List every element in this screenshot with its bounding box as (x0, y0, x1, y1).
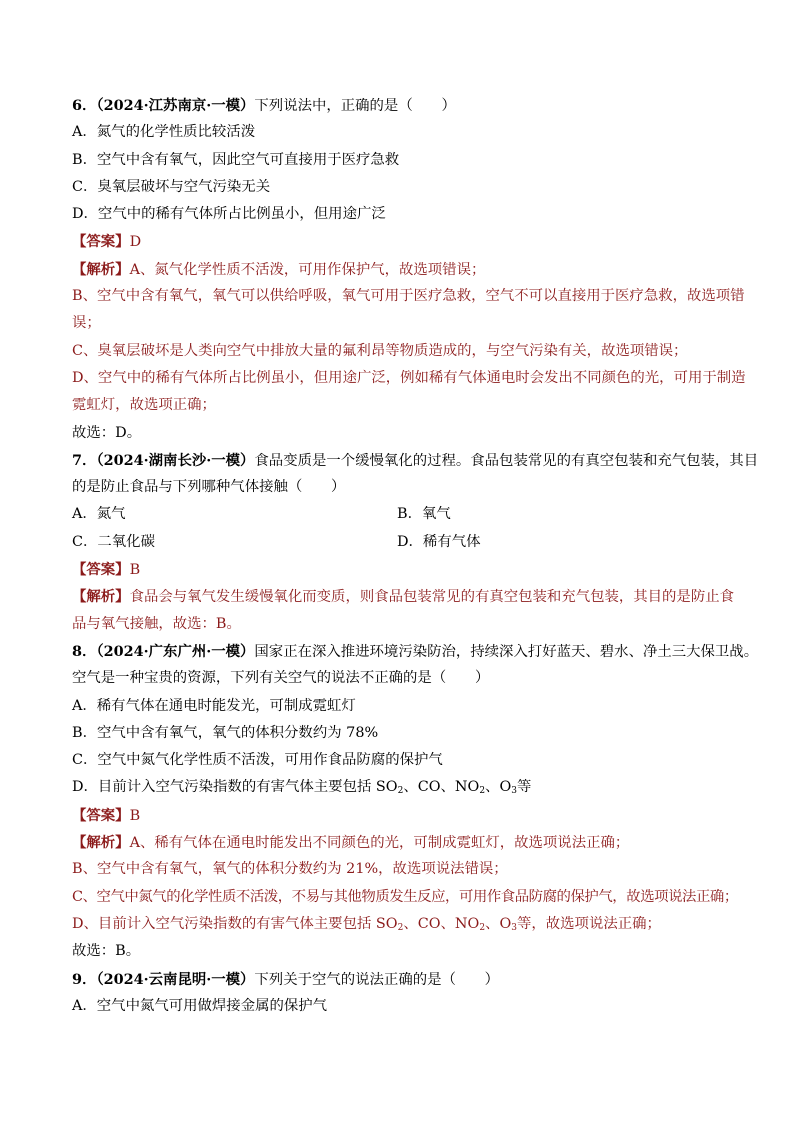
option-b: B．空气中含有氧气，因此空气可直接用于医疗急救 (72, 151, 400, 168)
option-a: A．稀有气体在通电时能发光，可制成霓虹灯 (72, 697, 356, 714)
option-c: C．二氧化碳 (72, 533, 155, 550)
analysis-line: 霓虹灯，故选项正确； (72, 397, 216, 414)
analysis-line: 【解析】A、氮气化学性质不活泼，可用作保护气，故选项错误； (72, 260, 486, 278)
analysis-line: D、目前计入空气污染指数的有害气体主要包括 $SO_2$、CO、$NO_2$、$O_3$等，故选项说法正确； (72, 915, 661, 933)
option-b: B．空气中含有氧气，氧气的体积分数约为 78% (72, 724, 379, 741)
analysis-line: C、臭氧层破坏是人类向空气中排放大量的氟利昂等物质造成的，与空气污染有关，故选项错误； (72, 342, 688, 359)
question-8-stem-cont: 空气是一种宝贵的资源，下列有关空气的说法不正确的是（ ） (72, 670, 490, 687)
question-7-stem: 7．（2024·湖南长沙·一模）食品变质是一个缓慢氧化的过程。食品包装常见的有真空包装和充气包装，其目 (72, 451, 759, 469)
analysis-line: 【解析】食品会与氧气发生缓慢氧化而变质，则食品包装常见的有真空包装和充气包装，其目的是防止食 (72, 588, 734, 606)
analysis-line: C、空气中氮气的化学性质不活泼，不易与其他物质发生反应，可用作食品防腐的保护气，故选项说法正确； (72, 888, 738, 905)
analysis-line: 【解析】A、稀有气体在通电时能发出不同颜色的光，可制成霓虹灯，故选项说法正确； (72, 834, 630, 852)
question-9-stem: 9．（2024·云南昆明·一模）下列关于空气的说法正确的是（ ） (72, 970, 500, 988)
analysis-line: 品与氧气接触，故选：B。 (72, 615, 241, 632)
analysis-line: B、空气中含有氧气，氧气可以供给呼吸，氧气可用于医疗急救，空气不可以直接用于医疗急救，故选项错 (72, 288, 745, 305)
options-row (72, 529, 722, 556)
document-page (72, 92, 759, 1020)
question-source: （2024·云南昆明·一模） (96, 970, 255, 988)
question-source: （2024·湖南长沙·一模） (96, 451, 255, 469)
answer-line: 【答案】B (72, 806, 141, 824)
question-8-stem: 8．（2024·广东广州·一模）国家正在深入推进环境污染防治，持续深入打好蓝天、碧水、净土三大保卫战。 (72, 642, 759, 660)
option-d: D．目前计入空气污染指数的有害气体主要包括 $SO_2$、CO、$NO_2$、$O_3$等 (72, 779, 532, 797)
option-a: A．氮气 (72, 506, 126, 523)
conclusion: 故选：D。 (72, 424, 142, 441)
option-d: D．稀有气体 (397, 533, 481, 550)
analysis-line: B、空气中含有氧气，氧气的体积分数约为 21%，故选项说法错误； (72, 861, 508, 878)
analysis-line: D、空气中的稀有气体所占比例虽小，但用途广泛，例如稀有气体通电时会发出不同颜色的光，可用于制造 (72, 369, 746, 386)
option-d: D．空气中的稀有气体所占比例虽小，但用途广泛 (72, 206, 386, 223)
analysis-line: 误； (72, 315, 101, 332)
conclusion: 故选：B。 (72, 943, 141, 960)
answer-line: 【答案】B (72, 561, 141, 579)
option-b: B．氧气 (397, 506, 451, 523)
option-c: C．空气中氮气化学性质不活泼，可用作食品防腐的保护气 (72, 752, 443, 769)
option-a: A．空气中氮气可用做焊接金属的保护气 (72, 997, 328, 1014)
question-source: （2024·广东广州·一模） (96, 642, 255, 660)
answer-line: 【答案】D (72, 233, 142, 251)
question-source: （2024·江苏南京·一模） (96, 97, 255, 114)
question-7-stem-cont: 的是防止食品与下列哪种气体接触（ ） (72, 479, 346, 496)
options-row (72, 501, 722, 528)
option-c: C．臭氧层破坏与空气污染无关 (72, 178, 271, 195)
option-a: A．氮气的化学性质比较活泼 (72, 124, 256, 141)
question-6-stem: 6．（2024·江苏南京·一模）下列说法中，正确的是（ ） (72, 97, 456, 114)
